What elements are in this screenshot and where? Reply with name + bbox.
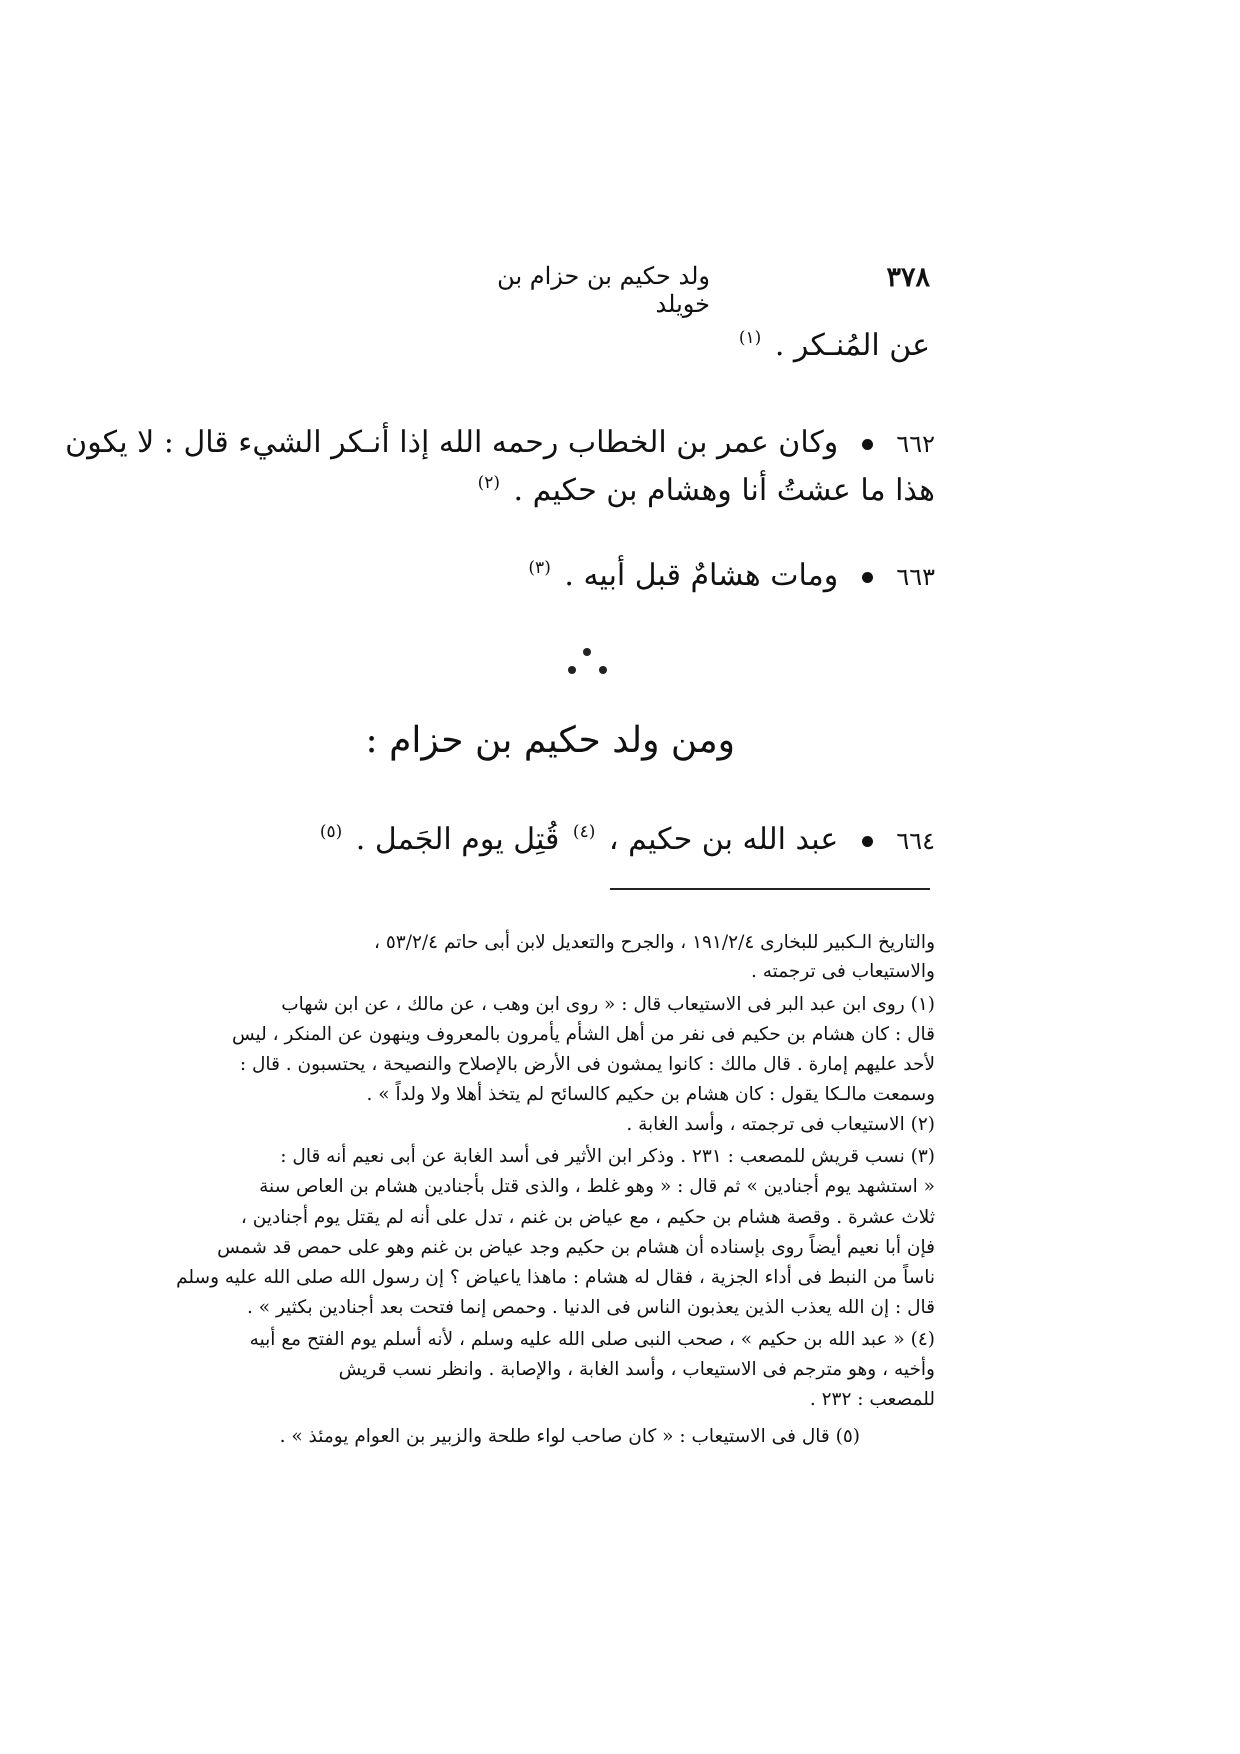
- continuation-text: عن المُنـكر .: [774, 328, 930, 363]
- footnote-line: (٥) قال فى الاستيعاب : « كان صاحب لواء طلحة والزبير بن العوام يومئذ » .: [279, 1426, 860, 1447]
- footnote-separator: [610, 888, 930, 890]
- footnote-line: (٢) الاستيعاب فى ترجمته ، وأسد الغابة .: [626, 1114, 935, 1135]
- entry-663-number: ٦٦٣: [896, 563, 935, 591]
- footnote-line: وأخيه ، وهو مترجم فى الاستيعاب ، وأسد الغابة ، والإصابة . وانظر نسب قريش: [338, 1359, 935, 1380]
- footnote-ref-4: (٤): [572, 822, 596, 842]
- footnote-line: للمصعب : ٢٣٢ .: [809, 1389, 935, 1410]
- entry-663-text: ومات هشامٌ قبل أبيه .: [564, 558, 839, 593]
- bullet-icon: [862, 836, 873, 847]
- ornament-dots-icon: [563, 648, 613, 688]
- entry-662-text-b: هذا ما عشتُ أنا وهشام بن حكيم .: [513, 473, 935, 508]
- footnote-line: قال : إن الله يعذب الذين يعذبون الناس فى الدنيا . وحمص إنما فتحت بعد أجنادين بكثير » .: [247, 1297, 935, 1318]
- entry-664-text-a: عبد الله بن حكيم ،: [608, 822, 839, 857]
- footnote-line: والاستيعاب فى ترجمته .: [750, 961, 935, 982]
- page-number: ٣٧٨: [886, 262, 930, 293]
- entry-662-line-a: [65, 425, 935, 460]
- footnote-ref-3: (٣): [528, 558, 551, 578]
- footnote-line: فإن أبا نعيم أيضاً روى بإسناده أن هشام بن حكيم وجد عياض بن غنم وهو على حمص قد شمس: [217, 1237, 935, 1258]
- footnote-line: (٤) « عبد الله بن حكيم » ، صحب النبى صلى الله عليه وسلم ، لأنه أسلم يوم الفتح مع أبيه: [249, 1329, 935, 1350]
- continuation-line: [735, 328, 930, 363]
- footnote-line: قال : كان هشام بن حكيم فى نفر من أهل الشأم يأمرون بالمعروف وينهون عن المنكر ، ليس: [231, 1024, 935, 1045]
- footnote-line: ناساً من النبط فى أداء الجزية ، فقال له هشام : ماهذا ياعياض ؟ إن رسول الله صلى الله عليه وسلم: [176, 1267, 935, 1288]
- entry-662-text-a: وكان عمر بن الخطاب رحمه الله إذا أنـكر الشيء قال : لا يكون: [65, 425, 839, 460]
- entry-662-line-b: [474, 473, 935, 508]
- entry-662-number: ٦٦٢: [896, 430, 935, 458]
- entry-663: [524, 558, 935, 593]
- bullet-icon: [862, 439, 873, 450]
- footnote-line: والتاريخ الـكبير للبخارى ١٩١/٢/٤ ، والجرح والتعديل لابن أبى حاتم ٥٣/٢/٤ ،: [373, 932, 935, 953]
- footnote-ref-1: (١): [738, 328, 762, 348]
- bullet-icon: [862, 572, 873, 583]
- footnote-line: وسمعت مالـكا يقول : كان هشام بن حكيم كالسائح لم يتخذ أهلا ولا ولداً » .: [366, 1084, 935, 1105]
- footnote-line: ثلاث عشرة . وقصة هشام بن حكيم ، مع عياض بن غنم ، تدل على أنه لم يقتل يوم أجنادين ،: [240, 1207, 935, 1228]
- footnote-line: (١) روى ابن عبد البر فى الاستيعاب قال : « روى ابن وهب ، عن مالك ، عن ابن شهاب: [281, 994, 935, 1015]
- entry-664-text-b: قُتِل يوم الجَمل .: [355, 822, 560, 857]
- footnote-line: (٣) نسب قريش للمصعب : ٢٣١ . وذكر ابن الأثير فى أسد الغابة عن أبى نعيم أنه قال :: [280, 1146, 935, 1167]
- footnote-ref-5: (٥): [319, 822, 343, 842]
- running-title: ولد حكيم بن حزام بن خويلد: [497, 262, 710, 318]
- entry-664: [316, 822, 935, 857]
- footnote-line: « استشهد يوم أجنادين » ثم قال : « وهو غلط ، والذى قتل بأجنادين هشام بن العاص سنة: [259, 1176, 935, 1197]
- entry-664-number: ٦٦٤: [896, 827, 935, 855]
- section-heading: ومن ولد حكيم بن حزام :: [365, 720, 735, 761]
- footnote-ref-2: (٢): [477, 473, 500, 493]
- running-header: [470, 262, 930, 318]
- footnote-line: لأحد عليهم إمارة . قال مالك : كانوا يمشون فى الأرض بالإصلاح والنصيحة ، يحتسبون . قال :: [239, 1054, 935, 1075]
